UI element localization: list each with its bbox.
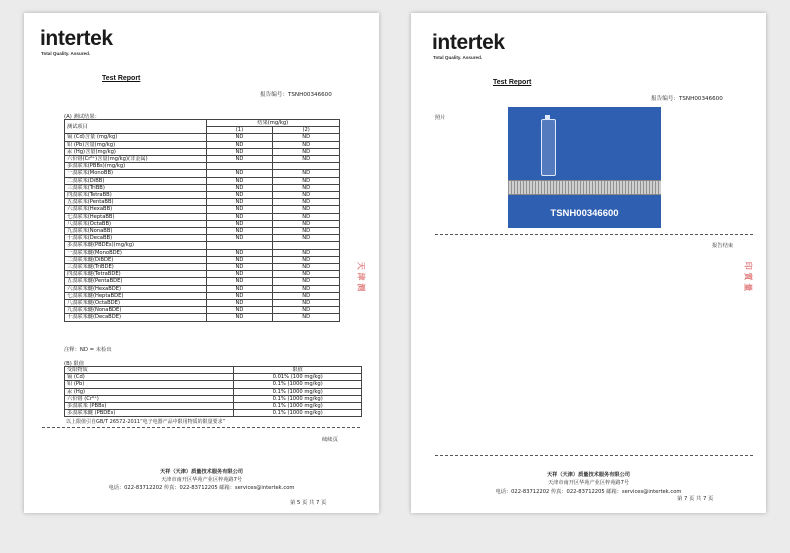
result-cell: ND [273,170,340,177]
table-row [65,156,340,163]
result-cell: ND [206,292,273,299]
result-cell: ND [273,300,340,307]
table-row [65,300,340,307]
result-cell: ND [206,285,273,292]
result-cell: ND [206,307,273,314]
table-row [65,134,340,141]
limit-cell: 0.1% (1000 mg/kg) [234,410,362,417]
result-cell: ND [273,249,340,256]
company-address: 天津市南开区华苑产业区梓苑路7号 [547,480,630,486]
seal-stamp: 天 津 测 [356,261,366,292]
result-cell: ND [206,156,273,163]
result-cell: ND [273,314,340,321]
photo-caption: TSNH00346600 [550,208,619,219]
report-page-7 [411,13,766,513]
table-row [65,192,340,199]
test-item-cell: 九溴联苯(NonaBB) [65,228,207,235]
result-cell [206,242,273,249]
table-row [65,177,340,184]
result-cell: ND [273,220,340,227]
result-cell: ND [206,170,273,177]
result-cell: ND [273,264,340,271]
substance-cell: 多溴联苯 (PBBs) [65,403,234,410]
table-row [65,256,340,263]
result-cell: ND [273,177,340,184]
table-row [65,292,340,299]
section-a-heading: (A) 测试结果： [64,114,100,120]
result-cell: ND [206,199,273,206]
table-row [65,395,362,402]
result-cell: ND [273,292,340,299]
footer-divider [435,455,753,456]
test-item-cell: 七溴联苯醚(HeptaBDE) [65,292,207,299]
test-item-cell: 六价铬(Cr⁶⁺)含量(mg/kg)(非金属) [65,156,207,163]
result-cell: ND [206,235,273,242]
result-cell: ND [273,307,340,314]
logo-tagline: Total Quality. Assured. [433,55,483,60]
result-cell: ND [206,141,273,148]
table-row [65,278,340,285]
test-item-cell: 六溴联苯醚(HexaBDE) [65,285,207,292]
intertek-logo: intertek [432,31,505,54]
test-item-cell: 八溴联苯醚(OctaBDE) [65,300,207,307]
table-row [65,235,340,242]
table-row [65,249,340,256]
limits-footnote: 以上限值引自GB/T 26572-2011“电子电器产品中限用物质的限量要求” [66,419,226,425]
report-number: 报告编号：TSNH00346600 [260,92,332,98]
table-row [65,381,362,388]
test-item-cell: 八溴联苯(OctaBB) [65,220,207,227]
ruler [508,180,661,195]
seal-stamp: 印 質 量 [743,261,753,292]
limit-cell: 0.01% (100 mg/kg) [234,374,362,381]
result-cell: ND [206,300,273,307]
table-row [65,410,362,417]
result-cell: ND [273,199,340,206]
test-item-cell: 九溴联苯醚(NonaBDE) [65,307,207,314]
logo-tagline: Total Quality. Assured. [41,51,91,56]
table-row [65,141,340,148]
test-item-cell: 五溴联苯(PentaBB) [65,199,207,206]
page-number: 第 7 页 共 7 页 [677,496,714,502]
test-item-cell: 十溴联苯醚(DecaBDE) [65,314,207,321]
substance-cell: 汞 (Hg) [65,388,234,395]
test-item-cell: 多溴联苯(PBBs)(mg/kg) [65,163,207,170]
limit-cell: 0.1% (1000 mg/kg) [234,381,362,388]
result-cell: ND [206,271,273,278]
result-cell: ND [273,206,340,213]
limits-substance-header: 受限物质 [65,367,234,374]
test-item-cell: 三溴联苯(TriBB) [65,184,207,191]
result-cell: ND [273,141,340,148]
result-cell: ND [273,271,340,278]
limit-cell: 0.1% (1000 mg/kg) [234,388,362,395]
table-row [65,403,362,410]
result-cell: ND [206,184,273,191]
substance-cell: 六价铬 (Cr⁶⁺) [65,395,234,402]
result-cell: ND [206,220,273,227]
result-header: 结果(mg/kg) [206,120,339,127]
divider [435,234,753,235]
section-b-heading: (B) 限值 [64,361,85,367]
result-cell: ND [206,278,273,285]
substance-cell: 铅 (Pb) [65,381,234,388]
result-cell: ND [206,213,273,220]
table-row [65,388,362,395]
continued-label: 续续页 [322,437,338,443]
sample-2-header: (2) [273,127,340,134]
test-item-cell: 二溴联苯(DiBB) [65,177,207,184]
test-item-cell: 多溴联苯醚(PBDEs)(mg/kg) [65,242,207,249]
result-cell: ND [206,148,273,155]
table-row [65,228,340,235]
test-item-cell: 四溴联苯醚(TetraBDE) [65,271,207,278]
sample-bottle [541,119,556,176]
report-number: 报告编号：TSNH00346600 [651,96,723,102]
test-item-cell: 三溴联苯醚(TriBDE) [65,264,207,271]
substance-cell: 镉 (Cd) [65,374,234,381]
limit-cell: 0.1% (1000 mg/kg) [234,395,362,402]
result-cell: ND [273,184,340,191]
test-item-cell: 十溴联苯(DecaBB) [65,235,207,242]
company-name: 天祥（天津）质量技术服务有限公司 [546,472,630,478]
test-item-cell: 七溴联苯(HeptaBB) [65,213,207,220]
company-address: 天津市南开区华苑产业区梓苑路7号 [160,477,243,483]
table-row [65,220,340,227]
report-title: Test Report [102,75,141,82]
item-header: 测试项目 [65,120,207,134]
result-cell: ND [273,278,340,285]
divider [42,427,360,428]
result-cell: ND [273,256,340,263]
limit-cell: 0.1% (1000 mg/kg) [234,403,362,410]
test-item-cell: 四溴联苯(TetraBB) [65,192,207,199]
result-cell: ND [273,156,340,163]
sample-1-header: (1) [206,127,273,134]
photo-label: 照片 [435,115,446,121]
test-item-cell: 一溴联苯(MonoBB) [65,170,207,177]
company-contact: 电话：022-83712202 传真：022-83712205 邮箱：services@intertek.com [108,485,295,491]
result-cell [273,163,340,170]
result-cell: ND [206,256,273,263]
table-row [65,374,362,381]
result-cell: ND [206,249,273,256]
result-cell: ND [206,177,273,184]
table-row [65,170,340,177]
test-item-cell: 镉 (Cd)含量 (mg/kg) [65,134,207,141]
result-cell: ND [273,134,340,141]
result-cell: ND [273,213,340,220]
intertek-logo: intertek [40,27,113,50]
result-cell: ND [273,235,340,242]
result-cell: ND [206,192,273,199]
limits-table [64,366,362,417]
result-cell: ND [206,228,273,235]
table-row [65,148,340,155]
result-cell: ND [206,134,273,141]
substance-cell: 多溴联苯醚 (PBDEs) [65,410,234,417]
table-row [65,271,340,278]
report-page-5 [24,13,379,513]
result-cell: ND [273,192,340,199]
result-cell: ND [273,228,340,235]
table-row [65,206,340,213]
sample-photo [508,107,661,228]
end-of-report: 报告结束 [712,243,734,249]
table-row [65,264,340,271]
page-number: 第 5 页 共 7 页 [290,500,327,506]
test-results-table [64,119,340,322]
test-item-cell: 六溴联苯(HexaBB) [65,206,207,213]
result-cell: ND [206,264,273,271]
test-item-cell: 汞 (Hg)含量(mg/kg) [65,148,207,155]
table-row [65,285,340,292]
result-cell [273,242,340,249]
test-item-cell: 五溴联苯醚(PentaBDE) [65,278,207,285]
result-cell: ND [206,206,273,213]
result-cell: ND [206,314,273,321]
result-cell: ND [273,285,340,292]
test-item-cell: 铅 (Pb)含量(mg/kg) [65,141,207,148]
test-item-cell: 二溴联苯醚(DiBDE) [65,256,207,263]
company-name: 天祥（天津）质量技术服务有限公司 [159,469,243,475]
limits-value-header: 限值 [234,367,362,374]
table-row [65,163,340,170]
result-cell: ND [273,148,340,155]
table-row [65,242,340,249]
table-row [65,314,340,321]
result-cell [206,163,273,170]
table-row [65,307,340,314]
table-row [65,213,340,220]
report-title: Test Report [493,79,532,86]
company-contact: 电话：022-83712202 传真：022-83712205 邮箱：services@intertek.com [495,489,682,495]
table-row [65,184,340,191]
table-row [65,199,340,206]
note-text: 注释：ND = 未检出 [64,347,112,353]
test-item-cell: 一溴联苯醚(MonoBDE) [65,249,207,256]
